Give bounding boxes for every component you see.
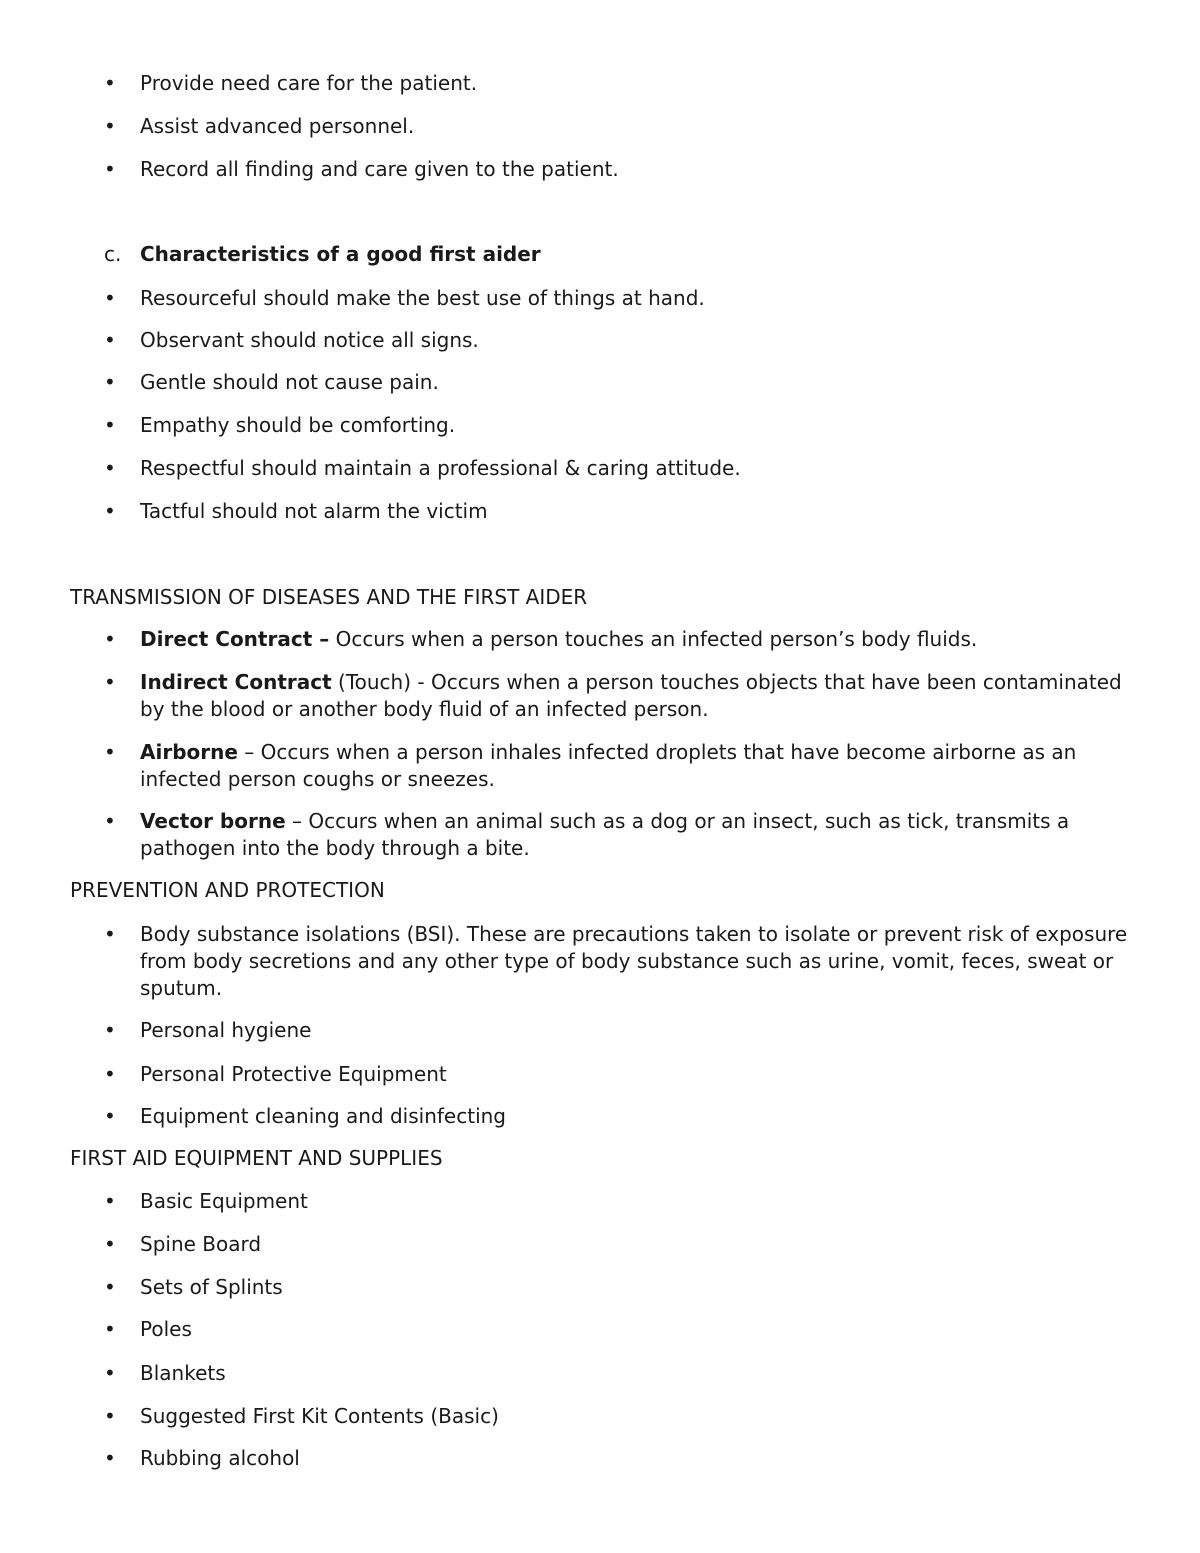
list-item: • Personal Protective Equipment — [140, 1061, 1130, 1088]
term: Indirect Contract — [140, 670, 332, 694]
list-item — [140, 626, 1130, 653]
list-item: • Personal hygiene — [140, 1017, 1130, 1044]
list-item — [140, 808, 1130, 862]
list-item: • Assist advanced personnel. — [140, 113, 1130, 140]
list-item: • Body substance isolations (BSI). These are precautions taken to isolate or prevent risk of exposure from body secretions and any other type of body substance such as urine, vomit, feces, sweat or sputum. — [140, 921, 1130, 1002]
list-item: • Gentle should not cause pain. — [140, 369, 1130, 396]
list-item: • Suggested First Kit Contents (Basic) — [140, 1403, 1130, 1430]
description: – Occurs when a person inhales infected droplets that have become airborne as an infected person coughs or sneezes. — [140, 740, 1077, 791]
list-item: • Basic Equipment — [140, 1188, 1130, 1215]
description: Occurs when a person touches an infected person’s body fluids. — [329, 627, 978, 651]
list-item: • Tactful should not alarm the victim — [140, 498, 1130, 525]
term: Airborne — [140, 740, 238, 764]
characteristics-heading-text: Characteristics of a good first aider — [140, 242, 541, 266]
equipment-heading: FIRST AID EQUIPMENT AND SUPPLIES — [70, 1146, 443, 1170]
list-item — [140, 669, 1130, 723]
list-item: • Observant should notice all signs. — [140, 327, 1130, 354]
list-item — [140, 739, 1130, 793]
list-item: • Respectful should maintain a professional & caring attitude. — [140, 455, 1130, 482]
list-item: • Resourceful should make the best use of things at hand. — [140, 285, 1130, 312]
list-item: • Blankets — [140, 1360, 1130, 1387]
description: (Touch) - Occurs when a person touches objects that have been contaminated by the blood or another body fluid of an infected person. — [140, 670, 1122, 721]
term: Direct Contract – — [140, 627, 330, 651]
transmission-heading: TRANSMISSION OF DISEASES AND THE FIRST AIDER — [70, 585, 588, 609]
list-item: • Sets of Splints — [140, 1274, 1130, 1301]
list-item: • Poles — [140, 1316, 1130, 1343]
term: Vector borne — [140, 809, 286, 833]
characteristics-heading — [104, 241, 541, 268]
description: – Occurs when an animal such as a dog or an insect, such as tick, transmits a pathogen into the body through a bite. — [140, 809, 1070, 860]
list-item: • Empathy should be comforting. — [140, 412, 1130, 439]
list-item: • Rubbing alcohol — [140, 1445, 1130, 1472]
prevention-heading: PREVENTION AND PROTECTION — [70, 878, 385, 902]
list-item: • Record all finding and care given to the patient. — [140, 156, 1130, 183]
list-item: • Provide need care for the patient. — [140, 70, 1130, 97]
list-marker: c. — [104, 242, 122, 266]
list-item: • Equipment cleaning and disinfecting — [140, 1103, 1130, 1130]
list-item: • Spine Board — [140, 1231, 1130, 1258]
